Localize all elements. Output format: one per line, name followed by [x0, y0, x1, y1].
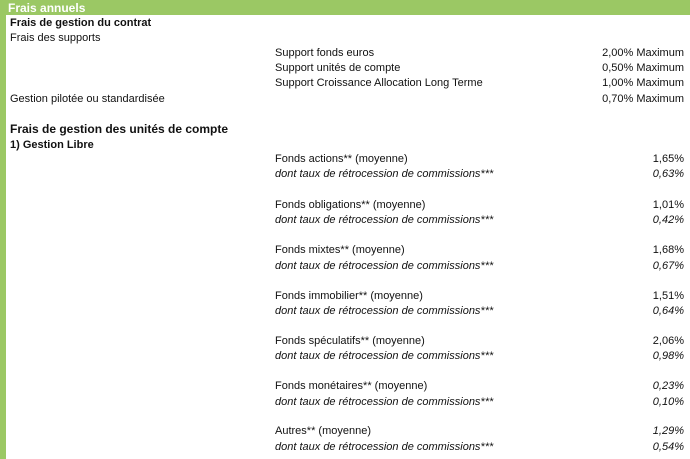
fund-name: Fonds actions** (moyenne)	[275, 153, 408, 165]
fund-retro-value: 0,42%	[652, 214, 684, 226]
fund-name: Fonds monétaires** (moyenne)	[275, 380, 428, 392]
fund-name: Fonds mixtes** (moyenne)	[275, 244, 405, 256]
support-value-euros: 2,00% Maximum	[602, 47, 684, 59]
fund-retro-label: dont taux de rétrocession de commissions***	[275, 168, 494, 180]
uc-fees-title: Frais de gestion des unités de compte	[10, 122, 229, 136]
support-label-uc: Support unités de compte	[275, 62, 401, 74]
fund-value: 1,01%	[652, 199, 684, 211]
gestion-libre-subtitle: 1) Gestion Libre	[10, 139, 94, 151]
fund-retro-label: dont taux de rétrocession de commissions***	[275, 441, 494, 453]
fund-value: 1,51%	[652, 290, 684, 302]
fund-retro-value: 0,63%	[652, 168, 684, 180]
fund-retro-value: 0,98%	[652, 350, 684, 362]
page-title: Frais annuels	[8, 1, 86, 15]
fund-value: 0,23%	[652, 380, 684, 392]
fund-retro-value: 0,67%	[652, 260, 684, 272]
fund-value: 1,29%	[652, 425, 684, 437]
fund-retro-label: dont taux de rétrocession de commissions***	[275, 305, 494, 317]
fund-value: 1,68%	[652, 244, 684, 256]
left-accent-bar	[0, 0, 6, 459]
fund-retro-value: 0,10%	[652, 396, 684, 408]
supports-label: Frais des supports	[10, 32, 101, 44]
support-value-uc: 0,50% Maximum	[602, 62, 684, 74]
support-value-croissance: 1,00% Maximum	[602, 77, 684, 89]
fund-name: Fonds immobilier** (moyenne)	[275, 290, 423, 302]
fund-retro-label: dont taux de rétrocession de commissions***	[275, 350, 494, 362]
fund-retro-label: dont taux de rétrocession de commissions***	[275, 396, 494, 408]
pilot-value: 0,70% Maximum	[602, 93, 684, 105]
fund-value: 2,06%	[652, 335, 684, 347]
header-band	[0, 0, 690, 15]
fund-name: Fonds obligations** (moyenne)	[275, 199, 426, 211]
support-label-euros: Support fonds euros	[275, 47, 375, 59]
pilot-label: Gestion pilotée ou standardisée	[10, 93, 165, 105]
fund-value: 1,65%	[652, 153, 684, 165]
fund-retro-label: dont taux de rétrocession de commissions***	[275, 260, 494, 272]
fund-retro-label: dont taux de rétrocession de commissions***	[275, 214, 494, 226]
fund-retro-value: 0,64%	[652, 305, 684, 317]
contract-fees-title: Frais de gestion du contrat	[10, 17, 152, 29]
fund-name: Fonds spéculatifs** (moyenne)	[275, 335, 425, 347]
fund-retro-value: 0,54%	[652, 441, 684, 453]
support-label-croissance: Support Croissance Allocation Long Terme	[275, 77, 483, 89]
fund-name: Autres** (moyenne)	[275, 425, 371, 437]
